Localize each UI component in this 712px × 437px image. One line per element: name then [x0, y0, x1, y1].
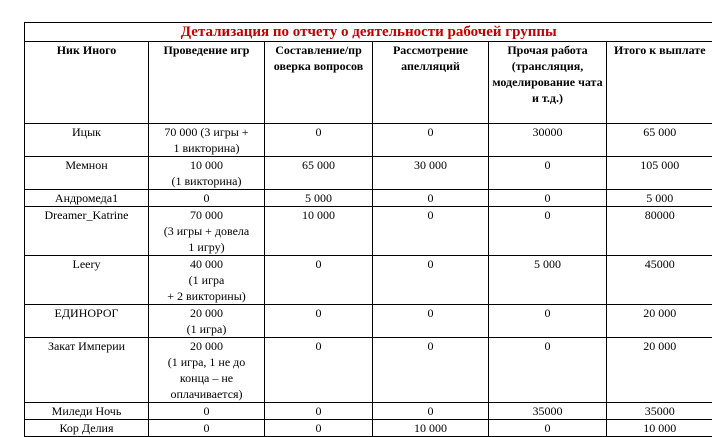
cell-appeals: 0 — [373, 403, 489, 420]
cell-appeals: 30 000 — [373, 157, 489, 190]
cell-games: 40 000 (1 игра + 2 викторины) — [149, 256, 265, 305]
payout-table — [24, 22, 712, 437]
cell-nick: Dreamer_Katrine — [25, 207, 149, 256]
cell-games: 0 — [149, 403, 265, 420]
cell-other-work: 0 — [489, 420, 607, 437]
cell-other-work: 0 — [489, 157, 607, 190]
cell-nick: Миледи Ночь — [25, 403, 149, 420]
table-row — [25, 157, 712, 190]
table-row — [25, 403, 712, 420]
cell-appeals: 0 — [373, 190, 489, 207]
cell-appeals: 0 — [373, 305, 489, 338]
cell-total: 65 000 — [607, 124, 712, 157]
cell-nick: Кор Делия — [25, 420, 149, 437]
cell-appeals: 0 — [373, 124, 489, 157]
cell-total: 20 000 — [607, 338, 712, 403]
column-header-total: Итого к выплате — [607, 42, 712, 124]
table-row — [25, 338, 712, 403]
cell-total: 35000 — [607, 403, 712, 420]
cell-other-work: 0 — [489, 190, 607, 207]
cell-nick: Мемнон — [25, 157, 149, 190]
column-header-appeals: Рассмотрение апелляций — [373, 42, 489, 124]
cell-games: 70 000 (3 игры + 1 викторина) — [149, 124, 265, 157]
cell-other-work: 0 — [489, 305, 607, 338]
cell-nick: Ицык — [25, 124, 149, 157]
cell-nick: ЕДИНОРОГ — [25, 305, 149, 338]
cell-questions: 10 000 — [265, 207, 373, 256]
cell-questions: 0 — [265, 124, 373, 157]
cell-questions: 65 000 — [265, 157, 373, 190]
cell-total: 45000 — [607, 256, 712, 305]
report-page — [24, 22, 712, 437]
table-row — [25, 207, 712, 256]
table-row — [25, 124, 712, 157]
cell-nick: Закат Империи — [25, 338, 149, 403]
cell-total: 105 000 — [607, 157, 712, 190]
cell-questions: 0 — [265, 256, 373, 305]
cell-other-work: 0 — [489, 207, 607, 256]
cell-appeals: 0 — [373, 338, 489, 403]
cell-total: 20 000 — [607, 305, 712, 338]
cell-games: 0 — [149, 420, 265, 437]
report-title: Детализация по отчету о деятельности рабочей группы — [25, 23, 712, 42]
cell-appeals: 10 000 — [373, 420, 489, 437]
cell-total: 5 000 — [607, 190, 712, 207]
cell-games: 20 000 (1 игра, 1 не до конца – не оплачивается) — [149, 338, 265, 403]
column-header-games: Проведение игр — [149, 42, 265, 124]
table-row — [25, 420, 712, 437]
column-header-other-work: Прочая работа (трансляция, моделирование чата и т.д.) — [489, 42, 607, 124]
cell-total: 80000 — [607, 207, 712, 256]
cell-other-work: 5 000 — [489, 256, 607, 305]
cell-other-work: 30000 — [489, 124, 607, 157]
cell-games: 20 000 (1 игра) — [149, 305, 265, 338]
cell-questions: 5 000 — [265, 190, 373, 207]
table-row — [25, 256, 712, 305]
cell-other-work: 0 — [489, 338, 607, 403]
cell-games: 10 000 (1 викторина) — [149, 157, 265, 190]
cell-questions: 0 — [265, 338, 373, 403]
cell-nick: Leery — [25, 256, 149, 305]
cell-appeals: 0 — [373, 256, 489, 305]
cell-appeals: 0 — [373, 207, 489, 256]
cell-games: 70 000 (3 игры + довела 1 игру) — [149, 207, 265, 256]
cell-questions: 0 — [265, 305, 373, 338]
table-row — [25, 190, 712, 207]
table-row — [25, 305, 712, 338]
cell-games: 0 — [149, 190, 265, 207]
cell-total: 10 000 — [607, 420, 712, 437]
cell-nick: Андромеда1 — [25, 190, 149, 207]
column-header-questions: Составление/пр оверка вопросов — [265, 42, 373, 124]
cell-questions: 0 — [265, 420, 373, 437]
column-header-nick: Ник Иного — [25, 42, 149, 124]
cell-questions: 0 — [265, 403, 373, 420]
cell-other-work: 35000 — [489, 403, 607, 420]
